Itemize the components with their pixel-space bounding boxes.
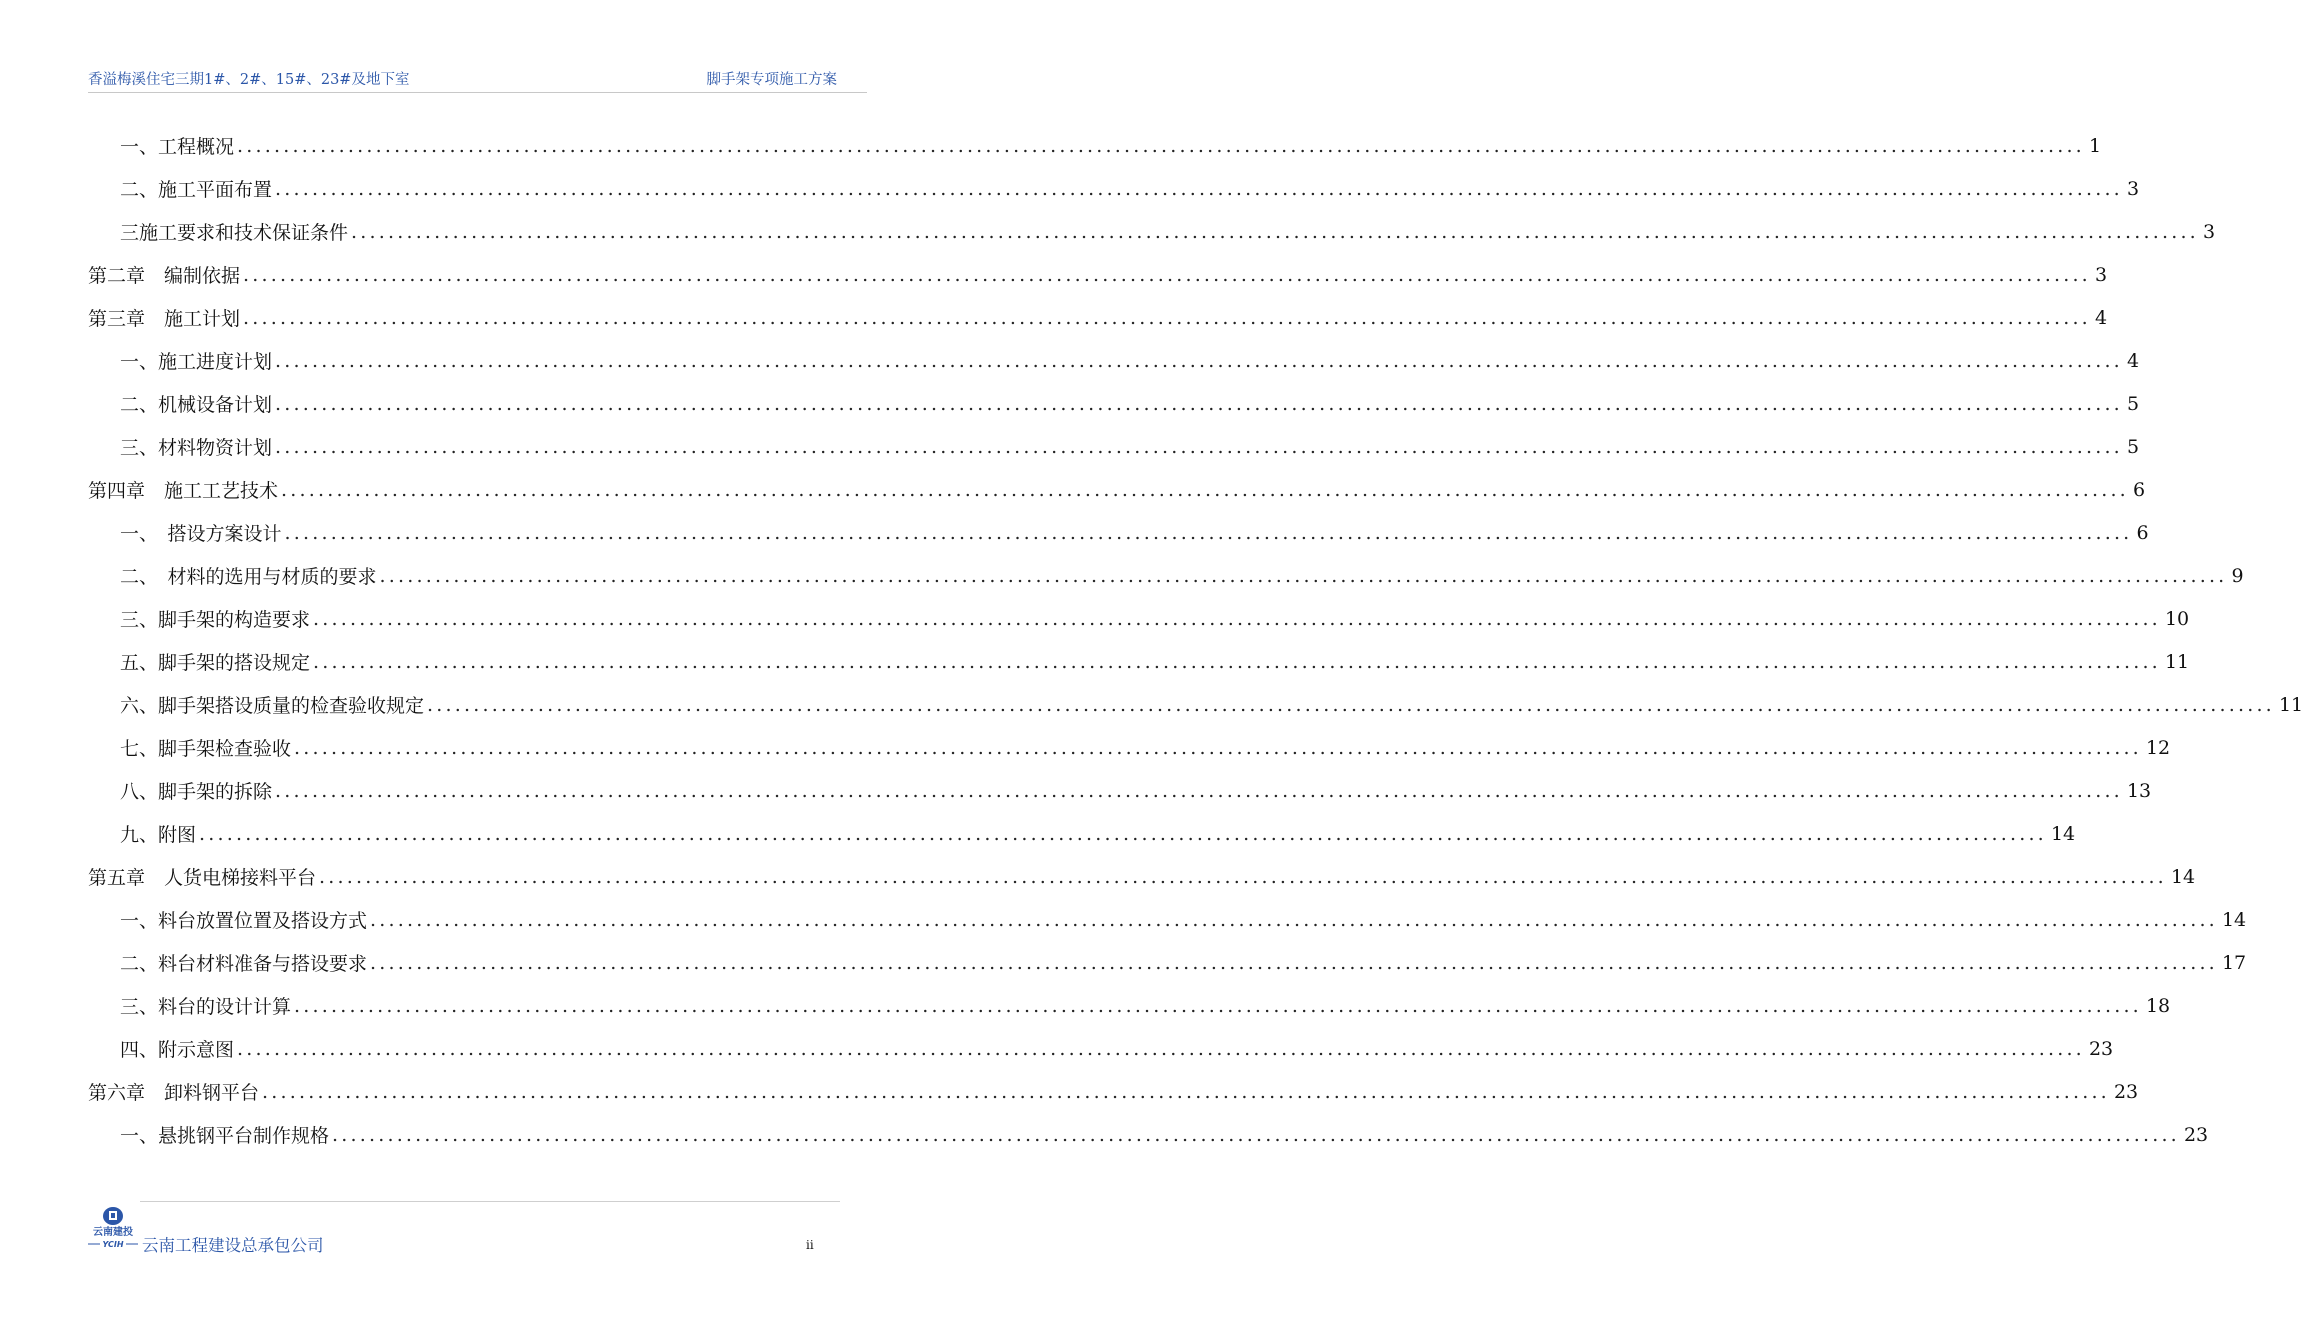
toc-dot-leader: ........................................................................................................................................................................................................	[313, 607, 2161, 630]
toc-entry[interactable]	[88, 597, 2190, 640]
toc-entry-title: 第三章 施工计划	[88, 308, 241, 330]
toc-entry[interactable]	[88, 1027, 2114, 1070]
toc-entry-page: 3	[2126, 177, 2140, 200]
toc-entry[interactable]	[88, 210, 2216, 253]
toc-dot-leader: ........................................................................................................................................................................................................	[281, 478, 2129, 501]
toc-dot-leader: ........................................................................................................................................................................................................	[370, 908, 2218, 931]
toc-entry-title: 九、附图	[120, 824, 197, 846]
toc-dot-leader: ........................................................................................................................................................................................................	[379, 564, 2228, 587]
toc-dot-leader: ........................................................................................................................................................................................................	[243, 263, 2091, 286]
toc-entry[interactable]	[88, 511, 2149, 554]
toc-entry-title: 二、 材料的选用与材质的要求	[120, 566, 377, 588]
toc-dot-leader: ........................................................................................................................................................................................................	[319, 865, 2167, 888]
toc-entry-page: 23	[2183, 1123, 2209, 1146]
toc-entry-page: 6	[2136, 521, 2149, 544]
footer-page-number: ii	[806, 1238, 814, 1252]
header-project-title: 香溢梅溪住宅三期1#、2#、15#、23#及地下室	[88, 72, 410, 88]
toc-dot-leader: ........................................................................................................................................................................................................	[237, 134, 2085, 157]
toc-entry[interactable]	[88, 167, 2140, 210]
page-header	[88, 66, 867, 93]
toc-entry[interactable]	[88, 683, 2303, 726]
toc-entry-page: 11	[2164, 650, 2190, 673]
toc-dot-leader: ........................................................................................................................................................................................................	[262, 1080, 2110, 1103]
toc-entry-page: 4	[2126, 349, 2140, 372]
toc-dot-leader: ........................................................................................................................................................................................................	[275, 435, 2123, 458]
toc-entry[interactable]	[88, 812, 2076, 855]
toc-entry[interactable]	[88, 339, 2140, 382]
toc-entry[interactable]	[88, 382, 2140, 425]
toc-entry-page: 14	[2050, 822, 2076, 845]
toc-dot-leader: ........................................................................................................................................................................................................	[294, 994, 2142, 1017]
toc-entry[interactable]	[88, 1070, 2139, 1113]
toc-entry[interactable]	[88, 640, 2190, 683]
toc-entry-title: 四、附示意图	[120, 1039, 235, 1061]
toc-entry-title: 一、料台放置位置及搭设方式	[120, 910, 368, 932]
toc-dot-leader: ........................................................................................................................................................................................................	[284, 521, 2133, 544]
toc-entry-title: 二、机械设备计划	[120, 394, 273, 416]
toc-entry-title: 一、工程概况	[120, 136, 235, 158]
toc-entry-title: 五、脚手架的搭设规定	[120, 652, 311, 674]
toc-entry-title: 三、材料物资计划	[120, 437, 273, 459]
toc-dot-leader: ........................................................................................................................................................................................................	[313, 650, 2161, 673]
toc-entry[interactable]	[88, 769, 2152, 812]
toc-dot-leader: ........................................................................................................................................................................................................	[294, 736, 2142, 759]
toc-entry[interactable]	[88, 726, 2171, 769]
toc-entry-page: 6	[2132, 478, 2146, 501]
toc-entry-title: 第六章 卸料钢平台	[88, 1082, 260, 1104]
footer-company-name: 云南工程建设总承包公司	[142, 1236, 324, 1255]
toc-dot-leader: ........................................................................................................................................................................................................	[243, 306, 2091, 329]
toc-entry-page: 13	[2126, 779, 2152, 802]
toc-entry-title: 第二章 编制依据	[88, 265, 241, 287]
toc-entry-title: 一、悬挑钢平台制作规格	[120, 1125, 330, 1147]
toc-entry[interactable]	[88, 941, 2247, 984]
toc-dot-leader: ........................................................................................................................................................................................................	[275, 392, 2123, 415]
toc-entry-title: 六、脚手架搭设质量的检查验收规定	[120, 695, 425, 717]
toc-dot-leader: ........................................................................................................................................................................................................	[237, 1037, 2085, 1060]
toc-entry[interactable]	[88, 898, 2247, 941]
toc-entry-title: 二、施工平面布置	[120, 179, 273, 201]
toc-entry-page: 4	[2094, 306, 2108, 329]
toc-entry[interactable]	[88, 554, 2244, 597]
toc-dot-leader: ........................................................................................................................................................................................................	[332, 1123, 2180, 1146]
toc-entry-page: 1	[2088, 134, 2102, 157]
toc-entry-title: 三、脚手架的构造要求	[120, 609, 311, 631]
toc-entry-page: 5	[2126, 435, 2140, 458]
toc-entry-page: 12	[2145, 736, 2171, 759]
toc-entry-page: 23	[2113, 1080, 2139, 1103]
toc-dot-leader: ........................................................................................................................................................................................................	[275, 349, 2123, 372]
toc-dot-leader: ........................................................................................................................................................................................................	[427, 693, 2275, 716]
toc-entry[interactable]	[88, 984, 2171, 1027]
toc-entry-title: 一、施工进度计划	[120, 351, 273, 373]
toc-entry-title: 八、脚手架的拆除	[120, 781, 273, 803]
toc-entry-page: 3	[2202, 220, 2216, 243]
toc-entry-title: 一、 搭设方案设计	[120, 523, 282, 545]
toc-entry-title: 二、料台材料准备与搭设要求	[120, 953, 368, 975]
toc-entry[interactable]	[88, 425, 2140, 468]
toc-entry-title: 三、料台的设计计算	[120, 996, 292, 1018]
footer-divider	[140, 1201, 840, 1202]
toc-entry-title: 第五章 人货电梯接料平台	[88, 867, 317, 889]
toc-entry-page: 23	[2088, 1037, 2114, 1060]
toc-dot-leader: ........................................................................................................................................................................................................	[351, 220, 2199, 243]
company-logo	[86, 1204, 140, 1250]
logo-text-cn: 云南建投	[93, 1227, 133, 1238]
toc-entry-page: 5	[2126, 392, 2140, 415]
toc-dot-leader: ........................................................................................................................................................................................................	[275, 177, 2123, 200]
toc-entry-page: 9	[2231, 564, 2244, 587]
toc-entry[interactable]	[88, 296, 2108, 339]
toc-entry[interactable]	[88, 1113, 2209, 1156]
toc-entry-page: 17	[2221, 951, 2247, 974]
header-document-title: 脚手架专项施工方案	[706, 72, 837, 88]
toc-entry-page: 3	[2094, 263, 2108, 286]
toc-entry-page: 11	[2278, 693, 2303, 716]
toc-entry[interactable]	[88, 253, 2108, 296]
toc-dot-leader: ........................................................................................................................................................................................................	[275, 779, 2123, 802]
logo-emblem-inner	[111, 1213, 115, 1218]
toc-entry-page: 14	[2221, 908, 2247, 931]
table-of-contents	[88, 124, 2303, 1156]
toc-entry[interactable]	[88, 855, 2196, 898]
toc-entry[interactable]	[88, 468, 2146, 511]
toc-entry-page: 18	[2145, 994, 2171, 1017]
toc-entry-title: 第四章 施工工艺技术	[88, 480, 279, 502]
toc-entry-title: 七、脚手架检查验收	[120, 738, 292, 760]
toc-entry-title: 三施工要求和技术保证条件	[120, 222, 349, 244]
toc-entry-page: 10	[2164, 607, 2190, 630]
toc-dot-leader: ........................................................................................................................................................................................................	[199, 822, 2047, 845]
toc-entry-page: 14	[2170, 865, 2196, 888]
toc-dot-leader: ........................................................................................................................................................................................................	[370, 951, 2218, 974]
toc-entry[interactable]	[88, 124, 2102, 167]
logo-text-en: YCIH	[102, 1240, 124, 1249]
